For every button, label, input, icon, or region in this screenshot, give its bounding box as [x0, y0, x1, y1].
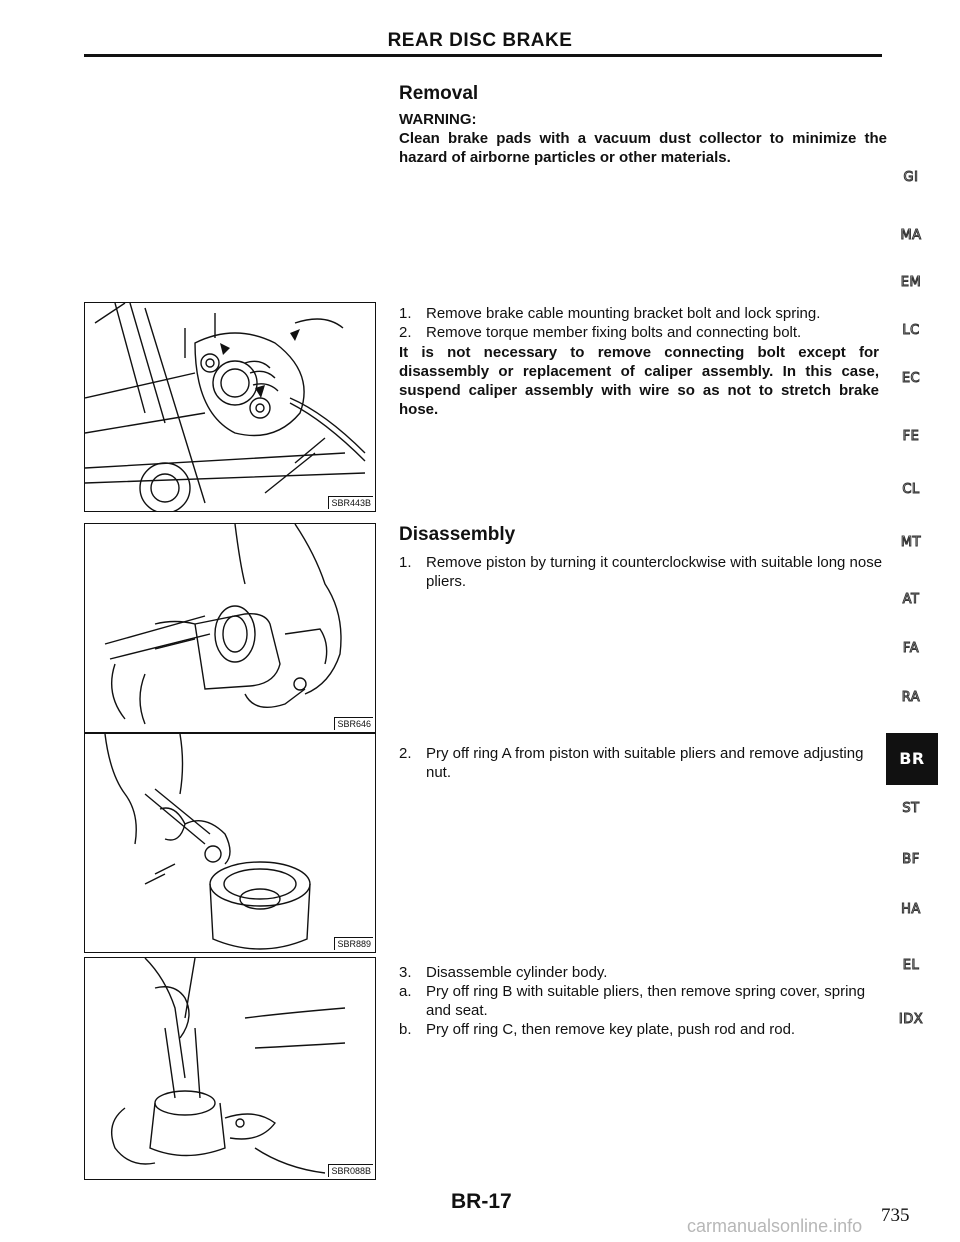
removal-note: It is not necessary to remove connecting bolt except for disassembly or replacement of caliper assembly. In this case, suspend caliper assembly with wire so as not to stretch brake hose. [399, 344, 879, 418]
side-index-st[interactable]: ST [902, 801, 920, 816]
side-index-fe[interactable]: FE [902, 429, 920, 444]
step-number: b. [399, 1021, 412, 1038]
side-index-mt[interactable]: MT [900, 535, 922, 550]
step-number: 3. [399, 964, 412, 981]
figure-cylinder-disassembly [84, 957, 376, 1180]
warning-label: WARNING: [399, 111, 477, 128]
side-index-ra[interactable]: RA [901, 690, 921, 705]
page-header-title: REAR DISC BRAKE [387, 30, 573, 51]
step-number: 2. [399, 745, 412, 762]
warning-text: Clean brake pads with a vacuum dust collector to minimize the hazard of airborne particles or other materials. [399, 130, 887, 166]
piston-removal-illustration [85, 524, 376, 733]
disassembly-step-2 [399, 744, 887, 784]
side-index-at[interactable]: AT [902, 592, 920, 607]
step-text: Pry off ring B with suitable pliers, then remove spring cover, spring and seat. [426, 983, 866, 1019]
step-number: a. [399, 983, 412, 1000]
side-index-ma[interactable]: MA [900, 228, 922, 243]
disassembly-step-1 [399, 553, 887, 593]
side-index-br-active[interactable]: BR [886, 733, 938, 785]
side-index-ha[interactable]: HA [901, 902, 921, 917]
disassembly-step-3b [399, 1020, 887, 1040]
side-index-cl[interactable]: CL [902, 482, 920, 497]
disassembly-step-3a [399, 982, 887, 1022]
removal-step-1 [399, 304, 887, 324]
step-number: 2. [399, 324, 412, 341]
disassembly-heading: Disassembly [399, 524, 516, 545]
step-text: Disassemble cylinder body. [426, 964, 608, 981]
header-rule [84, 54, 882, 57]
step-text: Remove brake cable mounting bracket bolt and lock spring. [426, 305, 821, 322]
step-text: Pry off ring A from piston with suitable pliers and remove adjusting nut. [426, 745, 864, 781]
side-index-idx[interactable]: IDX [898, 1012, 924, 1027]
side-index-lc[interactable]: LC [902, 323, 920, 338]
figure-code: SBR443B [328, 496, 373, 509]
removal-heading: Removal [399, 83, 479, 104]
side-index-em[interactable]: EM [900, 275, 922, 290]
caliper-removal-illustration [85, 303, 376, 512]
step-number: 1. [399, 554, 412, 571]
page-number: 735 [881, 1205, 910, 1226]
figure-code: SBR889 [334, 937, 373, 950]
step-text: Remove piston by turning it counterclockwise with suitable long nose pliers. [426, 554, 883, 590]
figure-caliper-removal [84, 302, 376, 512]
side-index-bf[interactable]: BF [902, 852, 920, 867]
side-index-ec[interactable]: EC [901, 371, 921, 386]
cylinder-disassembly-illustration [85, 958, 376, 1180]
page-code: BR-17 [451, 1190, 512, 1213]
figure-piston-removal [84, 523, 376, 733]
step-text: Pry off ring C, then remove key plate, push rod and rod. [426, 1021, 796, 1038]
disassembly-step-3 [399, 963, 887, 983]
side-index-fa[interactable]: FA [902, 641, 920, 656]
figure-code: SBR646 [334, 717, 373, 730]
removal-step-2 [399, 323, 887, 343]
ring-a-removal-illustration [85, 734, 376, 953]
side-index-gi[interactable]: GI [903, 170, 919, 185]
figure-code: SBR088B [328, 1164, 373, 1177]
step-number: 1. [399, 305, 412, 322]
watermark: carmanualsonline.info [687, 1216, 863, 1236]
side-index-el[interactable]: EL [902, 958, 920, 973]
step-text: Remove torque member fixing bolts and connecting bolt. [426, 324, 802, 341]
figure-ring-a-removal [84, 733, 376, 953]
